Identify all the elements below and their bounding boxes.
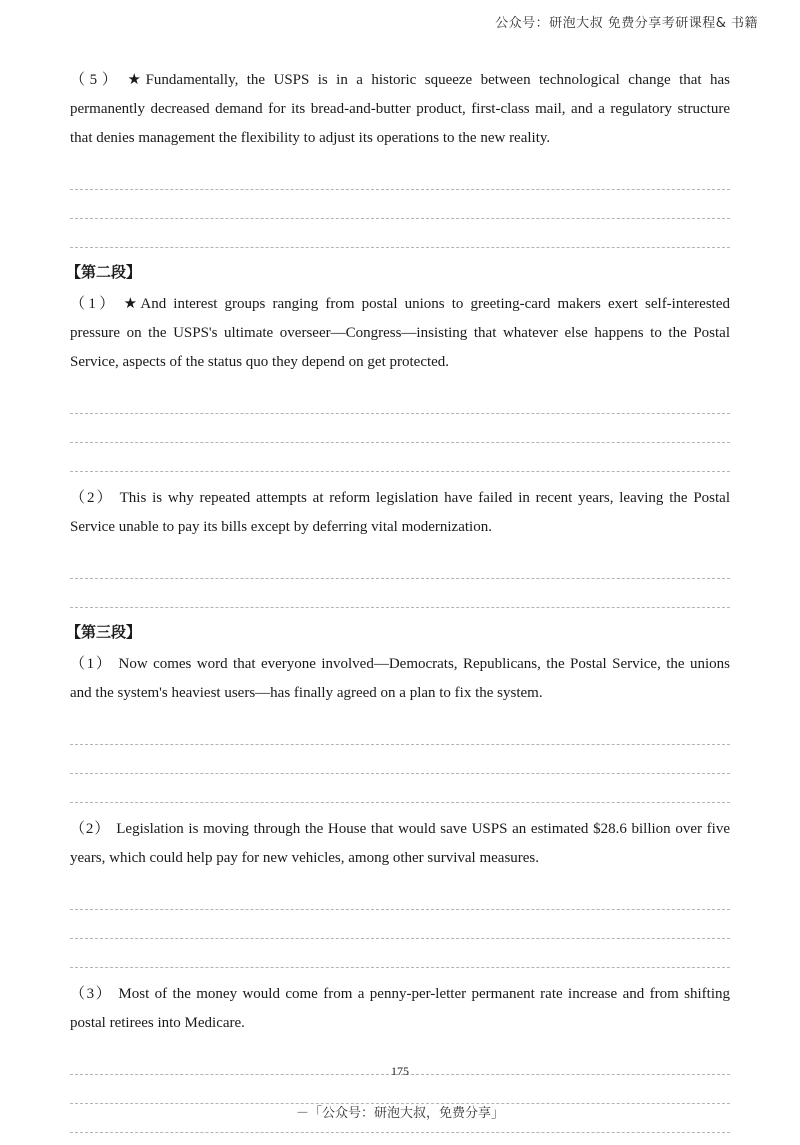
page-header: 公众号：研泡大叔 免费分享考研课程& 书籍 — [495, 16, 758, 31]
paragraph-text: Legislation is moving through the House that would save USPS an estimated $28.6 billion over five years, which could help pay for new vehicles, among other survival measures. — [70, 821, 730, 866]
paragraph — [70, 484, 730, 542]
answer-line[interactable] — [70, 881, 730, 910]
paragraph-text: ★Fundamentally, the USPS is in a historic squeeze between technological change that has permanently decreased demand for its bread-and-butter product, first-class mail, and a regulatory structure that denies management the flexibility to adjust its operations to the new reality. — [70, 72, 730, 146]
paragraph — [70, 290, 730, 377]
paragraph-block — [70, 290, 730, 472]
answer-line[interactable] — [70, 190, 730, 219]
paragraph — [70, 650, 730, 708]
paragraph-text: ★And interest groups ranging from postal unions to greeting-card makers exert self-interested pressure on the USPS's ultimate overseer—Congress—insisting that whatever else happens to the Postal Service, aspects of the status quo they depend on get protected. — [70, 296, 730, 370]
answer-lines — [70, 385, 730, 472]
paragraph-text: Now comes word that everyone involved—Democrats, Republicans, the Postal Service, the unions and the system's heaviest users—has finally agreed on a plan to fix the system. — [70, 656, 730, 701]
answer-line[interactable] — [70, 161, 730, 190]
page-footer: －「公众号：研泡大叔，免费分享」 — [295, 1106, 504, 1121]
item-number: （3） — [70, 986, 113, 1002]
item-number: （1） — [70, 656, 113, 672]
item-number: （2） — [70, 490, 114, 506]
answer-line[interactable] — [70, 579, 730, 608]
section-title: 【第二段】 — [66, 263, 142, 281]
item-number: （2） — [70, 821, 111, 837]
answer-lines — [70, 881, 730, 968]
paragraph-block — [70, 484, 730, 608]
item-number: （1） — [70, 296, 118, 312]
answer-line[interactable] — [70, 774, 730, 803]
answer-line[interactable] — [70, 550, 730, 579]
paragraph — [70, 66, 730, 153]
paragraph-block — [70, 650, 730, 803]
paragraph — [70, 980, 730, 1038]
paragraph — [70, 815, 730, 873]
document-body — [66, 66, 730, 1145]
answer-line[interactable] — [70, 716, 730, 745]
page-number: 175 — [391, 1064, 409, 1078]
item-number: （5） — [70, 72, 122, 88]
answer-lines — [70, 161, 730, 248]
answer-line[interactable] — [70, 219, 730, 248]
answer-line[interactable] — [70, 385, 730, 414]
answer-lines — [70, 550, 730, 608]
paragraph-text: Most of the money would come from a penny-per-letter permanent rate increase and from shifting postal retirees into Medicare. — [70, 986, 730, 1031]
answer-line[interactable] — [70, 939, 730, 968]
answer-line[interactable] — [70, 1075, 730, 1104]
paragraph-block — [70, 815, 730, 968]
answer-lines — [70, 716, 730, 803]
answer-line[interactable] — [70, 910, 730, 939]
paragraph-text: This is why repeated attempts at reform legislation have failed in recent years, leaving the Postal Service unable to pay its bills except by deferring vital modernization. — [70, 490, 730, 535]
answer-line[interactable] — [70, 745, 730, 774]
answer-line[interactable] — [70, 414, 730, 443]
answer-line[interactable] — [70, 443, 730, 472]
paragraph-block — [70, 66, 730, 248]
section-title: 【第三段】 — [66, 623, 142, 641]
